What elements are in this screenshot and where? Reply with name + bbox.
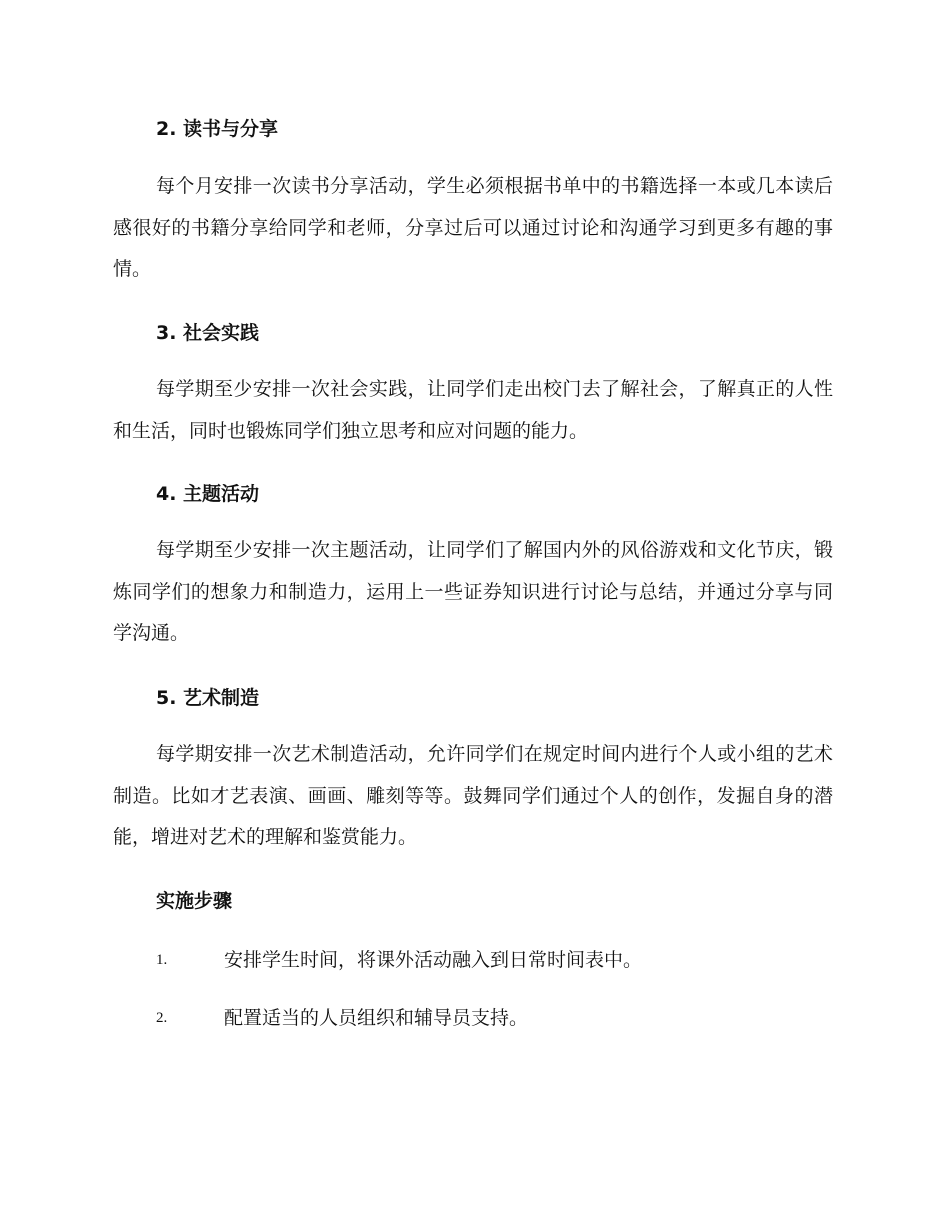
section-body-social-practice: 每学期至少安排一次社会实践，让同学们走出校门去了解社会，了解真正的人性和生活，同时也锻炼同学们独立思考和应对问题的能力。: [113, 378, 833, 442]
section-body-art-creation: 每学期安排一次艺术制造活动，允许同学们在规定时间内进行个人或小组的艺术制造。比如才艺表演、画画、雕刻等等。鼓舞同学们通过个人的创作，发掘自身的潜能，增进对艺术的理解和鉴赏能力。: [113, 743, 833, 848]
steps-heading: 实施步骤: [156, 890, 233, 912]
section-heading-art-creation: 5. 艺术制造: [156, 687, 260, 709]
list-item-number: 2.: [156, 1010, 168, 1026]
section-heading-theme-activity: 4. 主题活动: [156, 483, 260, 505]
list-item-number: 1.: [156, 952, 168, 968]
section-heading-social-practice: 3. 社会实践: [156, 322, 260, 344]
section-heading-reading: 2. 读书与分享: [156, 118, 279, 140]
section-body-reading: 每个月安排一次读书分享活动，学生必须根据书单中的书籍选择一本或几本读后感很好的书籍分享给同学和老师，分享过后可以通过讨论和沟通学习到更多有趣的事情。: [113, 175, 833, 280]
list-item-text: 安排学生时间，将课外活动融入到日常时间表中。: [224, 949, 643, 971]
section-body-theme-activity: 每学期至少安排一次主题活动，让同学们了解国内外的风俗游戏和文化节庆，锻炼同学们的想象力和制造力，运用上一些证券知识进行讨论与总结，并通过分享与同学沟通。: [113, 539, 833, 644]
list-item-text: 配置适当的人员组织和辅导员支持。: [224, 1007, 529, 1029]
